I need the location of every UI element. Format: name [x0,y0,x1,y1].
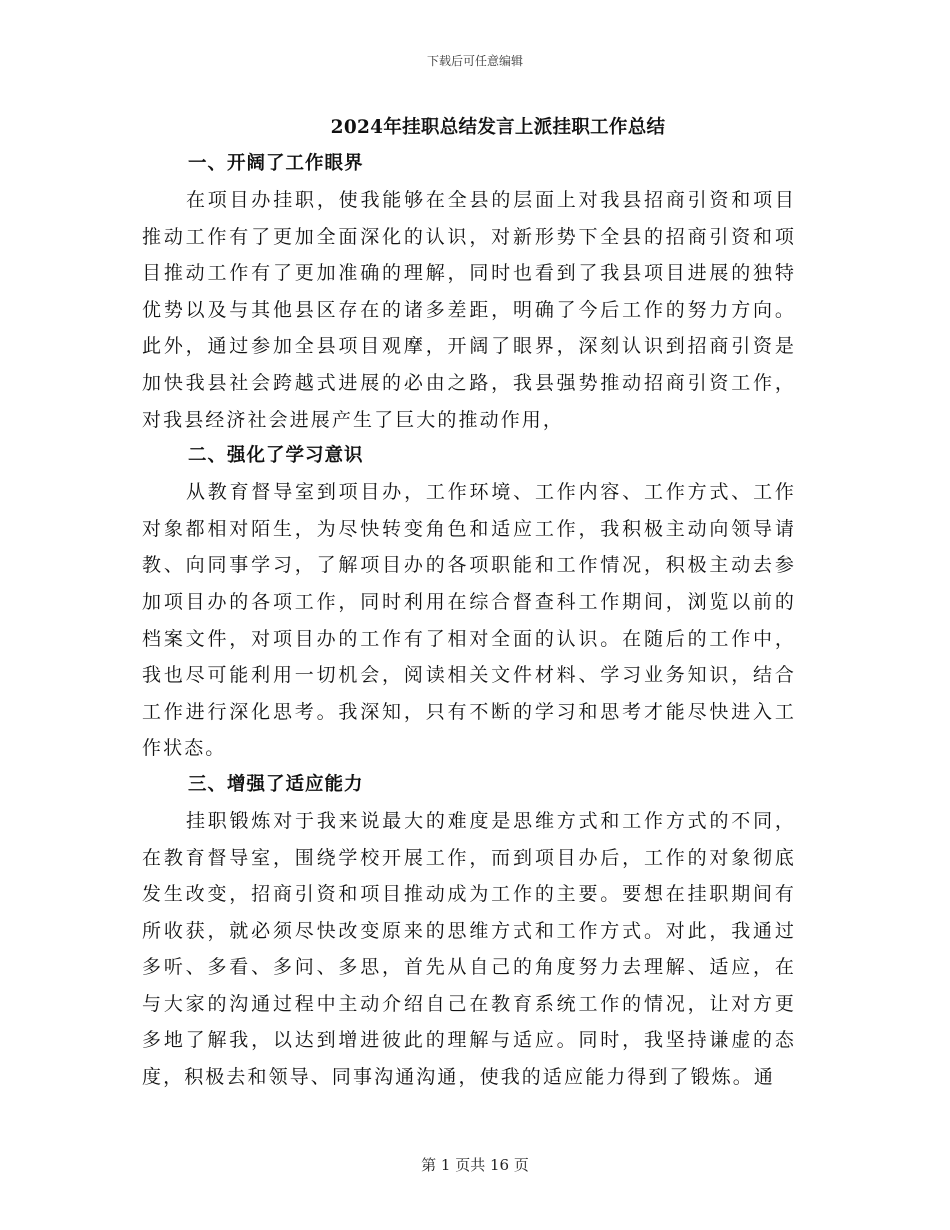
section-1 [142,146,796,438]
page-footer: 第 1 页共 16 页 [421,1156,529,1174]
document-title: 2024年挂职总结发言上派挂职工作总结 [330,117,666,138]
section-paragraph: 在项目办挂职，使我能够在全县的层面上对我县招商引资和项目推动工作有了更加全面深化的认识，对新形势下全县的招商引资和项目推动工作有了更加准确的理解，同时也看到了我县项目进展的独特优势以及与其他县区存在的诸多差距，明确了今后工作的努力方向。此外，通过参加全县项目观摩，开阔了眼界，深刻认识到招商引资是加快我县社会跨越式进展的必由之路，我县强势推动招商引资工作，对我县经济社会进展产生了巨大的推动作用， [142,189,796,431]
section-heading: 三、增强了适应能力 [188,773,364,795]
section-3 [142,767,796,1096]
section-heading: 一、开阔了工作眼界 [188,153,364,174]
section-2 [142,438,796,767]
section-heading: 二、强化了学习意识 [188,445,364,467]
page-header: 下载后可任意编辑 [426,54,523,68]
section-paragraph: 挂职锻炼对于我来说最大的难度是思维方式和工作方式的不同，在教育督导室，围绕学校开展工作，而到项目办后，工作的对象彻底发生改变，招商引资和项目推动成为工作的主要。要想在挂职期间有所收获，就必须尽快改变原来的思维方式和工作方式。对此，我通过多听、多看、多问、多思，首先从自己的角度努力去理解、适应，在与大家的沟通过程中主动介绍自己在教育系统工作的情况，让对方更多地了解我，以达到增进彼此的理解与适应。同时，我坚持谦虚的态度，积极去和领导、同事沟通沟通，使我的适应能力得到了锻炼。通 [142,809,796,1089]
section-paragraph: 从教育督导室到项目办，工作环境、工作内容、工作方式、工作对象都相对陌生，为尽快转变角色和适应工作，我积极主动向领导请教、向同事学习，了解项目办的各项职能和工作情况，积极主动去参加项目办的各项工作，同时利用在综合督查科工作期间，浏览以前的档案文件，对项目办的工作有了相对全面的认识。在随后的工作中，我也尽可能利用一切机会，阅读相关文件材料、学习业务知识，结合工作进行深化思考。我深知，只有不断的学习和思考才能尽快进入工作状态。 [142,481,796,760]
document-body [142,146,796,1096]
